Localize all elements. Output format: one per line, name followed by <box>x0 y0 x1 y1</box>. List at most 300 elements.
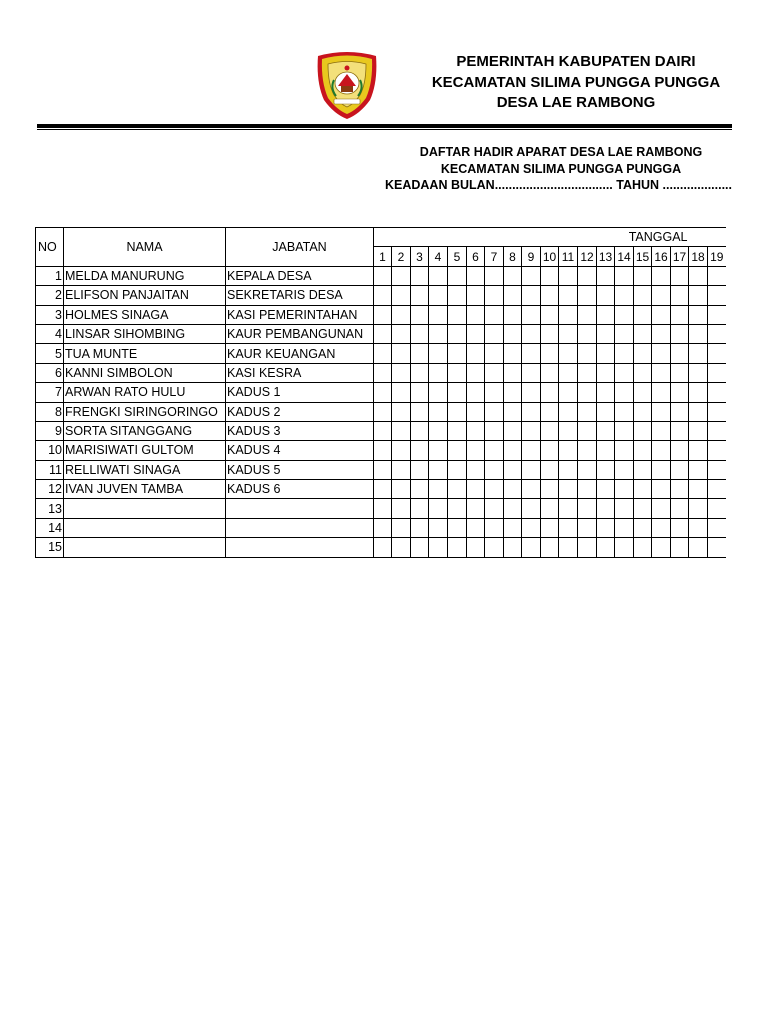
document-title <box>370 144 732 194</box>
attendance-cell[interactable] <box>597 538 615 557</box>
attendance-cell[interactable] <box>485 266 504 285</box>
attendance-cell[interactable] <box>634 480 652 499</box>
attendance-cell[interactable] <box>522 538 541 557</box>
attendance-cell[interactable] <box>411 383 429 402</box>
attendance-cell[interactable] <box>411 324 429 343</box>
attendance-cell[interactable] <box>597 266 615 285</box>
attendance-cell[interactable] <box>708 441 726 460</box>
attendance-cell[interactable] <box>485 460 504 479</box>
attendance-cell[interactable] <box>522 402 541 421</box>
attendance-cell[interactable] <box>634 383 652 402</box>
attendance-cell[interactable] <box>634 305 652 324</box>
attendance-cell[interactable] <box>522 421 541 440</box>
attendance-cell[interactable] <box>467 480 485 499</box>
attendance-cell[interactable] <box>559 344 578 363</box>
attendance-cell[interactable] <box>485 344 504 363</box>
attendance-cell[interactable] <box>504 383 522 402</box>
row-jabatan: KADUS 5 <box>226 460 374 479</box>
attendance-cell[interactable] <box>615 441 634 460</box>
attendance-cell[interactable] <box>541 383 559 402</box>
attendance-cell[interactable] <box>559 518 578 537</box>
attendance-cell[interactable] <box>689 286 708 305</box>
letterhead-line-2: KECAMATAN SILIMA PUNGGA PUNGGA <box>431 73 721 91</box>
attendance-cell[interactable] <box>541 286 559 305</box>
attendance-cell[interactable] <box>652 286 671 305</box>
attendance-cell[interactable] <box>634 538 652 557</box>
day-header: 4 <box>429 247 448 266</box>
attendance-cell[interactable] <box>374 480 392 499</box>
attendance-cell[interactable] <box>411 266 429 285</box>
attendance-cell[interactable] <box>634 324 652 343</box>
attendance-cell[interactable] <box>485 499 504 518</box>
attendance-cell[interactable] <box>504 421 522 440</box>
attendance-cell[interactable] <box>429 518 448 537</box>
attendance-cell[interactable] <box>708 460 726 479</box>
attendance-cell[interactable] <box>411 538 429 557</box>
attendance-cell[interactable] <box>652 538 671 557</box>
attendance-cell[interactable] <box>578 286 597 305</box>
attendance-cell[interactable] <box>467 421 485 440</box>
attendance-cell[interactable] <box>392 305 411 324</box>
attendance-cell[interactable] <box>671 324 689 343</box>
attendance-cell[interactable] <box>411 344 429 363</box>
attendance-cell[interactable] <box>467 363 485 382</box>
attendance-cell[interactable] <box>615 421 634 440</box>
attendance-cell[interactable] <box>578 518 597 537</box>
attendance-cell[interactable] <box>708 286 726 305</box>
attendance-cell[interactable] <box>671 266 689 285</box>
attendance-cell[interactable] <box>374 363 392 382</box>
row-jabatan <box>226 538 374 557</box>
attendance-cell[interactable] <box>652 363 671 382</box>
attendance-cell[interactable] <box>392 363 411 382</box>
attendance-cell[interactable] <box>615 383 634 402</box>
attendance-cell[interactable] <box>597 460 615 479</box>
attendance-cell[interactable] <box>689 363 708 382</box>
attendance-cell[interactable] <box>374 421 392 440</box>
attendance-cell[interactable] <box>374 266 392 285</box>
attendance-cell[interactable] <box>578 402 597 421</box>
attendance-cell[interactable] <box>634 460 652 479</box>
table-row <box>36 266 726 285</box>
attendance-cell[interactable] <box>689 383 708 402</box>
attendance-cell[interactable] <box>504 363 522 382</box>
attendance-cell[interactable] <box>411 421 429 440</box>
attendance-cell[interactable] <box>541 305 559 324</box>
attendance-cell[interactable] <box>504 286 522 305</box>
attendance-cell[interactable] <box>652 344 671 363</box>
attendance-cell[interactable] <box>578 480 597 499</box>
attendance-cell[interactable] <box>485 324 504 343</box>
attendance-cell[interactable] <box>522 324 541 343</box>
attendance-cell[interactable] <box>597 402 615 421</box>
attendance-cell[interactable] <box>429 421 448 440</box>
attendance-cell[interactable] <box>504 402 522 421</box>
attendance-cell[interactable] <box>522 363 541 382</box>
attendance-cell[interactable] <box>485 402 504 421</box>
attendance-cell[interactable] <box>634 363 652 382</box>
attendance-cell[interactable] <box>708 499 726 518</box>
attendance-cell[interactable] <box>652 480 671 499</box>
attendance-cell[interactable] <box>578 538 597 557</box>
attendance-cell[interactable] <box>541 538 559 557</box>
attendance-cell[interactable] <box>522 480 541 499</box>
attendance-cell[interactable] <box>448 344 467 363</box>
attendance-cell[interactable] <box>448 286 467 305</box>
attendance-cell[interactable] <box>374 305 392 324</box>
attendance-cell[interactable] <box>578 324 597 343</box>
attendance-cell[interactable] <box>429 480 448 499</box>
attendance-cell[interactable] <box>411 499 429 518</box>
attendance-cell[interactable] <box>504 344 522 363</box>
attendance-cell[interactable] <box>392 402 411 421</box>
attendance-cell[interactable] <box>708 266 726 285</box>
attendance-cell[interactable] <box>429 383 448 402</box>
attendance-cell[interactable] <box>559 441 578 460</box>
attendance-cell[interactable] <box>429 286 448 305</box>
attendance-cell[interactable] <box>504 305 522 324</box>
attendance-cell[interactable] <box>559 286 578 305</box>
attendance-cell[interactable] <box>411 286 429 305</box>
attendance-cell[interactable] <box>392 266 411 285</box>
attendance-cell[interactable] <box>541 402 559 421</box>
attendance-cell[interactable] <box>578 383 597 402</box>
attendance-cell[interactable] <box>652 421 671 440</box>
attendance-cell[interactable] <box>652 518 671 537</box>
attendance-cell[interactable] <box>374 324 392 343</box>
attendance-cell[interactable] <box>522 499 541 518</box>
attendance-cell[interactable] <box>467 402 485 421</box>
attendance-cell[interactable] <box>485 286 504 305</box>
attendance-cell[interactable] <box>485 363 504 382</box>
attendance-cell[interactable] <box>467 460 485 479</box>
attendance-cell[interactable] <box>652 305 671 324</box>
attendance-cell[interactable] <box>448 538 467 557</box>
attendance-cell[interactable] <box>374 460 392 479</box>
attendance-cell[interactable] <box>429 402 448 421</box>
attendance-cell[interactable] <box>597 383 615 402</box>
attendance-cell[interactable] <box>578 441 597 460</box>
attendance-cell[interactable] <box>411 518 429 537</box>
attendance-cell[interactable] <box>615 518 634 537</box>
attendance-cell[interactable] <box>374 402 392 421</box>
attendance-cell[interactable] <box>374 286 392 305</box>
attendance-cell[interactable] <box>448 480 467 499</box>
attendance-cell[interactable] <box>615 286 634 305</box>
attendance-cell[interactable] <box>689 402 708 421</box>
letterhead <box>400 52 752 114</box>
attendance-cell[interactable] <box>541 344 559 363</box>
attendance-cell[interactable] <box>429 266 448 285</box>
attendance-cell[interactable] <box>708 538 726 557</box>
row-no: 11 <box>36 460 64 479</box>
attendance-cell[interactable] <box>485 518 504 537</box>
attendance-cell[interactable] <box>448 441 467 460</box>
attendance-cell[interactable] <box>671 286 689 305</box>
attendance-cell[interactable] <box>485 421 504 440</box>
attendance-cell[interactable] <box>708 480 726 499</box>
attendance-cell[interactable] <box>615 324 634 343</box>
attendance-cell[interactable] <box>429 324 448 343</box>
attendance-cell[interactable] <box>392 460 411 479</box>
attendance-cell[interactable] <box>578 460 597 479</box>
attendance-cell[interactable] <box>504 460 522 479</box>
attendance-cell[interactable] <box>374 383 392 402</box>
attendance-cell[interactable] <box>522 344 541 363</box>
attendance-cell[interactable] <box>689 499 708 518</box>
attendance-cell[interactable] <box>541 324 559 343</box>
attendance-cell[interactable] <box>448 383 467 402</box>
attendance-cell[interactable] <box>411 305 429 324</box>
attendance-cell[interactable] <box>671 460 689 479</box>
attendance-cell[interactable] <box>597 421 615 440</box>
attendance-cell[interactable] <box>504 441 522 460</box>
attendance-cell[interactable] <box>429 499 448 518</box>
attendance-cell[interactable] <box>559 460 578 479</box>
attendance-cell[interactable] <box>708 363 726 382</box>
attendance-cell[interactable] <box>392 286 411 305</box>
attendance-cell[interactable] <box>467 538 485 557</box>
row-nama: MARISIWATI GULTOM <box>64 441 226 460</box>
attendance-cell[interactable] <box>448 363 467 382</box>
attendance-cell[interactable] <box>467 518 485 537</box>
attendance-cell[interactable] <box>559 480 578 499</box>
attendance-cell[interactable] <box>392 324 411 343</box>
attendance-cell[interactable] <box>467 344 485 363</box>
attendance-cell[interactable] <box>615 305 634 324</box>
attendance-cell[interactable] <box>374 441 392 460</box>
attendance-cell[interactable] <box>597 441 615 460</box>
attendance-cell[interactable] <box>448 499 467 518</box>
attendance-cell[interactable] <box>671 518 689 537</box>
attendance-cell[interactable] <box>429 441 448 460</box>
attendance-cell[interactable] <box>652 324 671 343</box>
attendance-cell[interactable] <box>671 383 689 402</box>
attendance-cell[interactable] <box>597 363 615 382</box>
attendance-cell[interactable] <box>634 266 652 285</box>
attendance-cell[interactable] <box>429 363 448 382</box>
attendance-cell[interactable] <box>374 538 392 557</box>
attendance-cell[interactable] <box>615 344 634 363</box>
attendance-cell[interactable] <box>374 518 392 537</box>
attendance-cell[interactable] <box>615 499 634 518</box>
attendance-cell[interactable] <box>522 518 541 537</box>
attendance-cell[interactable] <box>541 441 559 460</box>
attendance-cell[interactable] <box>634 499 652 518</box>
attendance-cell[interactable] <box>652 266 671 285</box>
attendance-cell[interactable] <box>578 363 597 382</box>
attendance-cell[interactable] <box>467 441 485 460</box>
attendance-cell[interactable] <box>541 499 559 518</box>
attendance-cell[interactable] <box>541 460 559 479</box>
attendance-cell[interactable] <box>559 538 578 557</box>
attendance-cell[interactable] <box>504 480 522 499</box>
attendance-cell[interactable] <box>504 499 522 518</box>
attendance-cell[interactable] <box>448 518 467 537</box>
attendance-cell[interactable] <box>559 324 578 343</box>
attendance-cell[interactable] <box>467 324 485 343</box>
attendance-cell[interactable] <box>522 383 541 402</box>
attendance-cell[interactable] <box>448 266 467 285</box>
attendance-cell[interactable] <box>615 363 634 382</box>
attendance-cell[interactable] <box>374 499 392 518</box>
attendance-cell[interactable] <box>615 266 634 285</box>
attendance-cell[interactable] <box>559 402 578 421</box>
attendance-cell[interactable] <box>522 305 541 324</box>
attendance-cell[interactable] <box>671 344 689 363</box>
attendance-cell[interactable] <box>392 499 411 518</box>
attendance-cell[interactable] <box>671 538 689 557</box>
attendance-cell[interactable] <box>652 383 671 402</box>
attendance-cell[interactable] <box>615 402 634 421</box>
attendance-cell[interactable] <box>429 305 448 324</box>
attendance-cell[interactable] <box>634 441 652 460</box>
attendance-cell[interactable] <box>634 421 652 440</box>
row-jabatan: KASI KESRA <box>226 363 374 382</box>
attendance-cell[interactable] <box>708 383 726 402</box>
attendance-cell[interactable] <box>578 344 597 363</box>
attendance-cell[interactable] <box>634 518 652 537</box>
attendance-cell[interactable] <box>485 305 504 324</box>
attendance-cell[interactable] <box>448 402 467 421</box>
attendance-cell[interactable] <box>634 402 652 421</box>
attendance-cell[interactable] <box>485 383 504 402</box>
attendance-cell[interactable] <box>485 441 504 460</box>
attendance-cell[interactable] <box>392 344 411 363</box>
attendance-cell[interactable] <box>689 441 708 460</box>
attendance-cell[interactable] <box>467 383 485 402</box>
attendance-cell[interactable] <box>671 402 689 421</box>
attendance-cell[interactable] <box>671 305 689 324</box>
attendance-cell[interactable] <box>429 538 448 557</box>
attendance-cell[interactable] <box>671 441 689 460</box>
attendance-cell[interactable] <box>652 402 671 421</box>
attendance-cell[interactable] <box>671 480 689 499</box>
attendance-cell[interactable] <box>597 480 615 499</box>
table-row <box>36 383 726 402</box>
attendance-cell[interactable] <box>374 344 392 363</box>
attendance-cell[interactable] <box>597 324 615 343</box>
attendance-cell[interactable] <box>559 499 578 518</box>
attendance-cell[interactable] <box>708 344 726 363</box>
attendance-cell[interactable] <box>578 266 597 285</box>
attendance-cell[interactable] <box>652 460 671 479</box>
attendance-cell[interactable] <box>504 518 522 537</box>
attendance-cell[interactable] <box>559 266 578 285</box>
attendance-cell[interactable] <box>392 518 411 537</box>
attendance-cell[interactable] <box>597 499 615 518</box>
attendance-cell[interactable] <box>522 441 541 460</box>
attendance-cell[interactable] <box>652 441 671 460</box>
attendance-cell[interactable] <box>689 480 708 499</box>
day-header: 15 <box>634 247 652 266</box>
attendance-cell[interactable] <box>689 305 708 324</box>
attendance-cell[interactable] <box>708 402 726 421</box>
attendance-cell[interactable] <box>634 344 652 363</box>
attendance-cell[interactable] <box>615 460 634 479</box>
attendance-cell[interactable] <box>597 305 615 324</box>
header-nama: NAMA <box>64 228 226 267</box>
day-header: 5 <box>448 247 467 266</box>
attendance-cell[interactable] <box>411 480 429 499</box>
attendance-cell[interactable] <box>689 538 708 557</box>
attendance-cell[interactable] <box>392 480 411 499</box>
attendance-cell[interactable] <box>689 518 708 537</box>
attendance-cell[interactable] <box>689 266 708 285</box>
attendance-cell[interactable] <box>448 305 467 324</box>
attendance-cell[interactable] <box>559 421 578 440</box>
attendance-cell[interactable] <box>448 324 467 343</box>
attendance-cell[interactable] <box>708 421 726 440</box>
attendance-cell[interactable] <box>652 499 671 518</box>
attendance-cell[interactable] <box>708 324 726 343</box>
attendance-cell[interactable] <box>411 363 429 382</box>
attendance-cell[interactable] <box>392 441 411 460</box>
attendance-cell[interactable] <box>559 383 578 402</box>
attendance-cell[interactable] <box>411 460 429 479</box>
attendance-cell[interactable] <box>541 363 559 382</box>
attendance-cell[interactable] <box>541 421 559 440</box>
attendance-cell[interactable] <box>689 324 708 343</box>
attendance-cell[interactable] <box>467 499 485 518</box>
attendance-cell[interactable] <box>671 363 689 382</box>
attendance-cell[interactable] <box>411 441 429 460</box>
attendance-cell[interactable] <box>689 344 708 363</box>
attendance-cell[interactable] <box>448 460 467 479</box>
attendance-cell[interactable] <box>485 480 504 499</box>
attendance-cell[interactable] <box>504 324 522 343</box>
row-nama: ELIFSON PANJAITAN <box>64 286 226 305</box>
attendance-cell[interactable] <box>467 266 485 285</box>
attendance-cell[interactable] <box>522 460 541 479</box>
attendance-cell[interactable] <box>671 421 689 440</box>
attendance-cell[interactable] <box>504 266 522 285</box>
attendance-cell[interactable] <box>559 305 578 324</box>
attendance-cell[interactable] <box>578 305 597 324</box>
attendance-cell[interactable] <box>429 460 448 479</box>
attendance-cell[interactable] <box>615 480 634 499</box>
attendance-cell[interactable] <box>411 402 429 421</box>
attendance-cell[interactable] <box>522 286 541 305</box>
attendance-cell[interactable] <box>541 518 559 537</box>
attendance-cell[interactable] <box>708 305 726 324</box>
attendance-cell[interactable] <box>541 266 559 285</box>
attendance-cell[interactable] <box>597 518 615 537</box>
attendance-cell[interactable] <box>615 538 634 557</box>
attendance-cell[interactable] <box>597 344 615 363</box>
attendance-cell[interactable] <box>467 305 485 324</box>
attendance-cell[interactable] <box>708 518 726 537</box>
attendance-cell[interactable] <box>559 363 578 382</box>
attendance-cell[interactable] <box>689 460 708 479</box>
attendance-cell[interactable] <box>522 266 541 285</box>
attendance-cell[interactable] <box>467 286 485 305</box>
attendance-cell[interactable] <box>597 286 615 305</box>
attendance-cell[interactable] <box>429 344 448 363</box>
attendance-cell[interactable] <box>578 499 597 518</box>
attendance-cell[interactable] <box>671 499 689 518</box>
attendance-cell[interactable] <box>448 421 467 440</box>
attendance-cell[interactable] <box>578 421 597 440</box>
attendance-cell[interactable] <box>504 538 522 557</box>
attendance-cell[interactable] <box>541 480 559 499</box>
attendance-cell[interactable] <box>634 286 652 305</box>
attendance-cell[interactable] <box>392 383 411 402</box>
attendance-cell[interactable] <box>485 538 504 557</box>
attendance-cell[interactable] <box>689 421 708 440</box>
attendance-cell[interactable] <box>392 421 411 440</box>
attendance-cell[interactable] <box>392 538 411 557</box>
